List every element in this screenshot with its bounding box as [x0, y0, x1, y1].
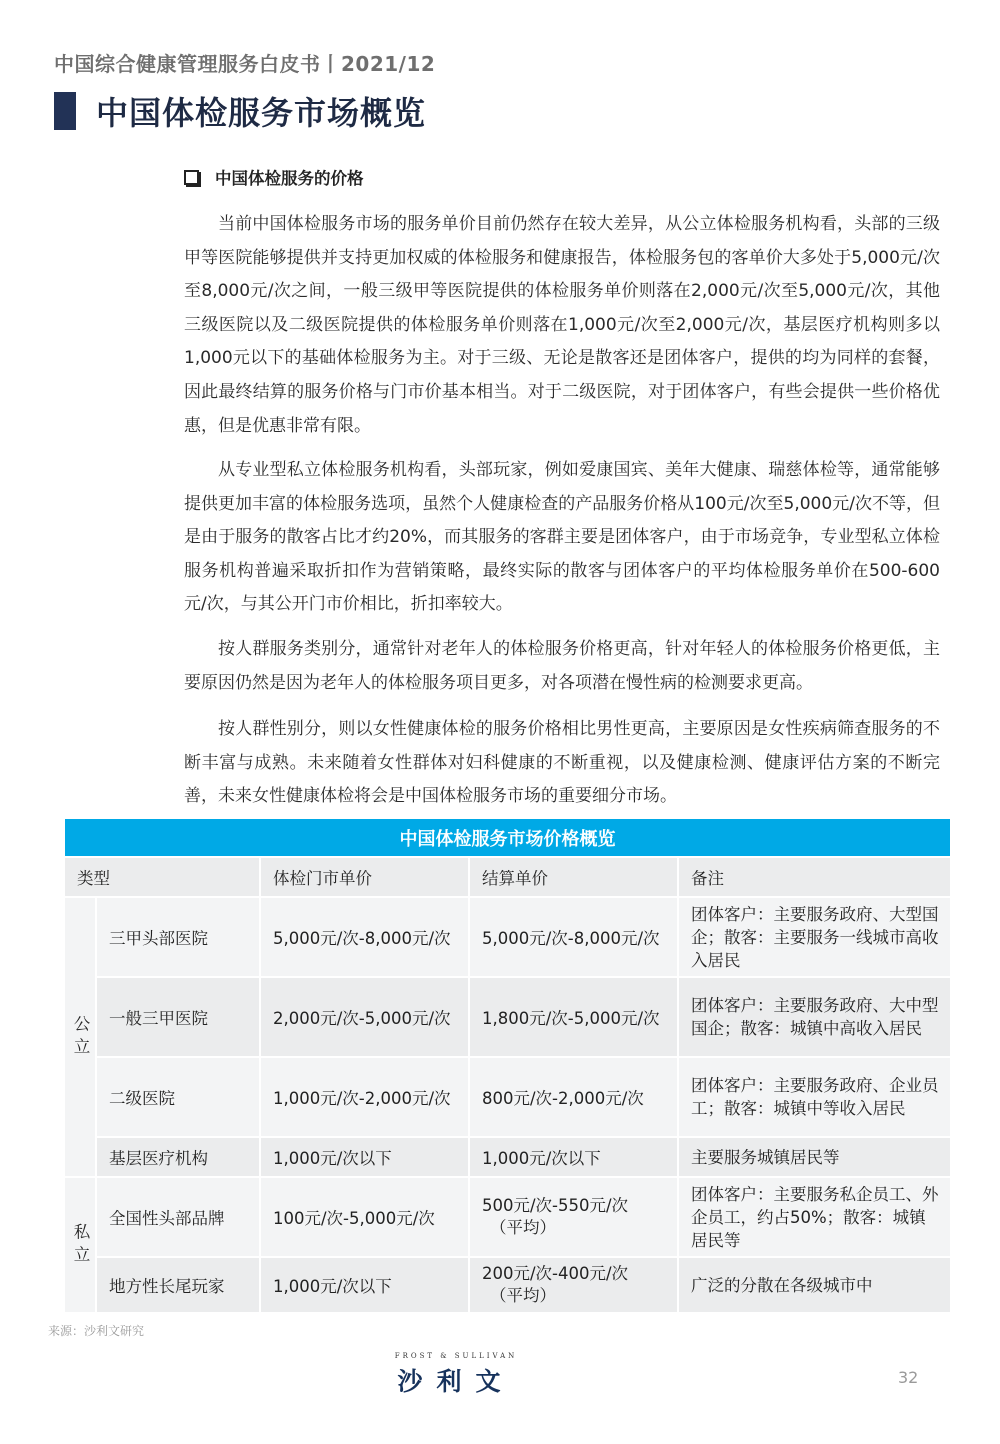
- cell-note: 主要服务城镇居民等: [678, 1137, 951, 1177]
- header-note: 备注: [678, 857, 951, 897]
- table-title: 中国体检服务市场价格概览: [64, 818, 951, 857]
- section-heading: [184, 165, 364, 189]
- cell-settle-price: 1,000元/次以下: [469, 1137, 678, 1177]
- table-header-row: [64, 857, 951, 897]
- group-label-private: 私立: [64, 1177, 96, 1313]
- table-row: [64, 1177, 951, 1257]
- running-head: 中国综合健康管理服务白皮书丨2021/12: [54, 52, 436, 76]
- table-row: [64, 897, 951, 977]
- title-bar-marker: [54, 92, 76, 130]
- paragraph: 按人群性别分，则以女性健康体检的服务价格相比男性更高，主要原因是女性疾病筛查服务的不断丰富与成熟。未来随着女性群体对妇科健康的不断重视，以及健康检测、健康评估方案的不断完善，未来女性健康体检将会是中国体检服务市场的重要细分市场。: [184, 719, 940, 807]
- cell-note: 广泛的分散在各级城市中: [678, 1257, 951, 1313]
- header-settle-price: 结算单价: [469, 857, 678, 897]
- cell-note: 团体客户：主要服务政府、大型国企；散客：主要服务一线城市高收入居民: [678, 897, 951, 977]
- cell-settle-price: 800元/次-2,000元/次: [469, 1057, 678, 1137]
- paragraph: 按人群服务类别分，通常针对老年人的体检服务价格更高，针对年轻人的体检服务价格更低，主要原因仍然是因为老年人的体检服务项目更多，对各项潜在慢性病的检测要求更高。: [184, 639, 940, 693]
- cell-note: 团体客户：主要服务政府、企业员工；散客：城镇中等收入居民: [678, 1057, 951, 1137]
- cell-settle-price: 1,800元/次-5,000元/次: [469, 977, 678, 1057]
- settle-price-value: 200元/次-400元/次: [482, 1264, 629, 1283]
- logo-chinese: 沙利文: [397, 1367, 515, 1396]
- logo-english: FROST & SULLIVAN: [394, 1352, 518, 1360]
- settle-price-note: （平均）: [490, 1218, 556, 1237]
- cell-list-price: 1,000元/次-2,000元/次: [260, 1057, 469, 1137]
- cell-settle-price: [469, 1257, 678, 1313]
- table-row: [64, 1257, 951, 1313]
- cell-note: 团体客户：主要服务政府、大中型国企；散客：城镇中高收入居民: [678, 977, 951, 1057]
- paragraph: 当前中国体检服务市场的服务单价目前仍然存在较大差异，从公立体检服务机构看，头部的三级甲等医院能够提供并支持更加权威的体检服务和健康报告，体检服务包的客单价大多处于5,000元/次至8,000元/次之间，一般三级甲等医院提供的体检服务单价则落在2,000元/次至5,000元/次，其他三级医院以及二级医院提供的体检服务单价则落在1,000元/次至2,000元/次，基层医疗机构则多以1,000元以下的基础体检服务为主。对于三级、无论是散客还是团体客户，提供的均为同样的套餐，因此最终结算的服务价格与门市价基本相当。对于二级医院，对于团体客户，有些会提供一些价格优惠，但是优惠非常有限。: [184, 214, 940, 436]
- cell-list-price: 100元/次-5,000元/次: [260, 1177, 469, 1257]
- cell-settle-price: [469, 1177, 678, 1257]
- cell-list-price: 5,000元/次-8,000元/次: [260, 897, 469, 977]
- cell-type: 一般三甲医院: [96, 977, 260, 1057]
- cell-type: 地方性长尾玩家: [96, 1257, 260, 1313]
- table-row: [64, 1057, 951, 1137]
- table-row: [64, 1137, 951, 1177]
- page-number: 32: [898, 1368, 919, 1387]
- cell-type: 二级医院: [96, 1057, 260, 1137]
- cell-list-price: 1,000元/次以下: [260, 1257, 469, 1313]
- checkbox-bullet-icon: [184, 170, 199, 185]
- settle-price-note: （平均）: [490, 1286, 556, 1305]
- price-overview-table: [63, 817, 952, 1314]
- cell-settle-price: 5,000元/次-8,000元/次: [469, 897, 678, 977]
- cell-note: 团体客户：主要服务私企员工、外企员工，约占50%；散客：城镇居民等: [678, 1177, 951, 1257]
- cell-list-price: 1,000元/次以下: [260, 1137, 469, 1177]
- cell-type: 全国性头部品牌: [96, 1177, 260, 1257]
- cell-type: 基层医疗机构: [96, 1137, 260, 1177]
- frost-sullivan-logo: [386, 1352, 526, 1398]
- page-title-block: [54, 88, 426, 134]
- group-label-public: 公立: [64, 897, 96, 1177]
- settle-price-value: 500元/次-550元/次: [482, 1196, 629, 1215]
- header-list-price: 体检门市单价: [260, 857, 469, 897]
- header-type: 类型: [64, 857, 260, 897]
- source-note: 来源：沙利文研究: [48, 1324, 145, 1338]
- section-heading-text: 中国体检服务的价格: [215, 169, 364, 188]
- table-row: [64, 977, 951, 1057]
- paragraph: 从专业型私立体检服务机构看，头部玩家，例如爱康国宾、美年大健康、瑞慈体检等，通常能够提供更加丰富的体检服务选项，虽然个人健康检查的产品服务价格从100元/次至5,000元/次不等，但是由于服务的散客占比才约20%，而其服务的客群主要是团体客户，由于市场竞争，专业型私立体检服务机构普遍采取折扣作为营销策略，最终实际的散客与团体客户的平均体检服务单价在500-600元/次，与其公开门市价相比，折扣率较大。: [184, 460, 940, 615]
- page-title: 中国体检服务市场概览: [96, 94, 427, 132]
- cell-list-price: 2,000元/次-5,000元/次: [260, 977, 469, 1057]
- cell-type: 三甲头部医院: [96, 897, 260, 977]
